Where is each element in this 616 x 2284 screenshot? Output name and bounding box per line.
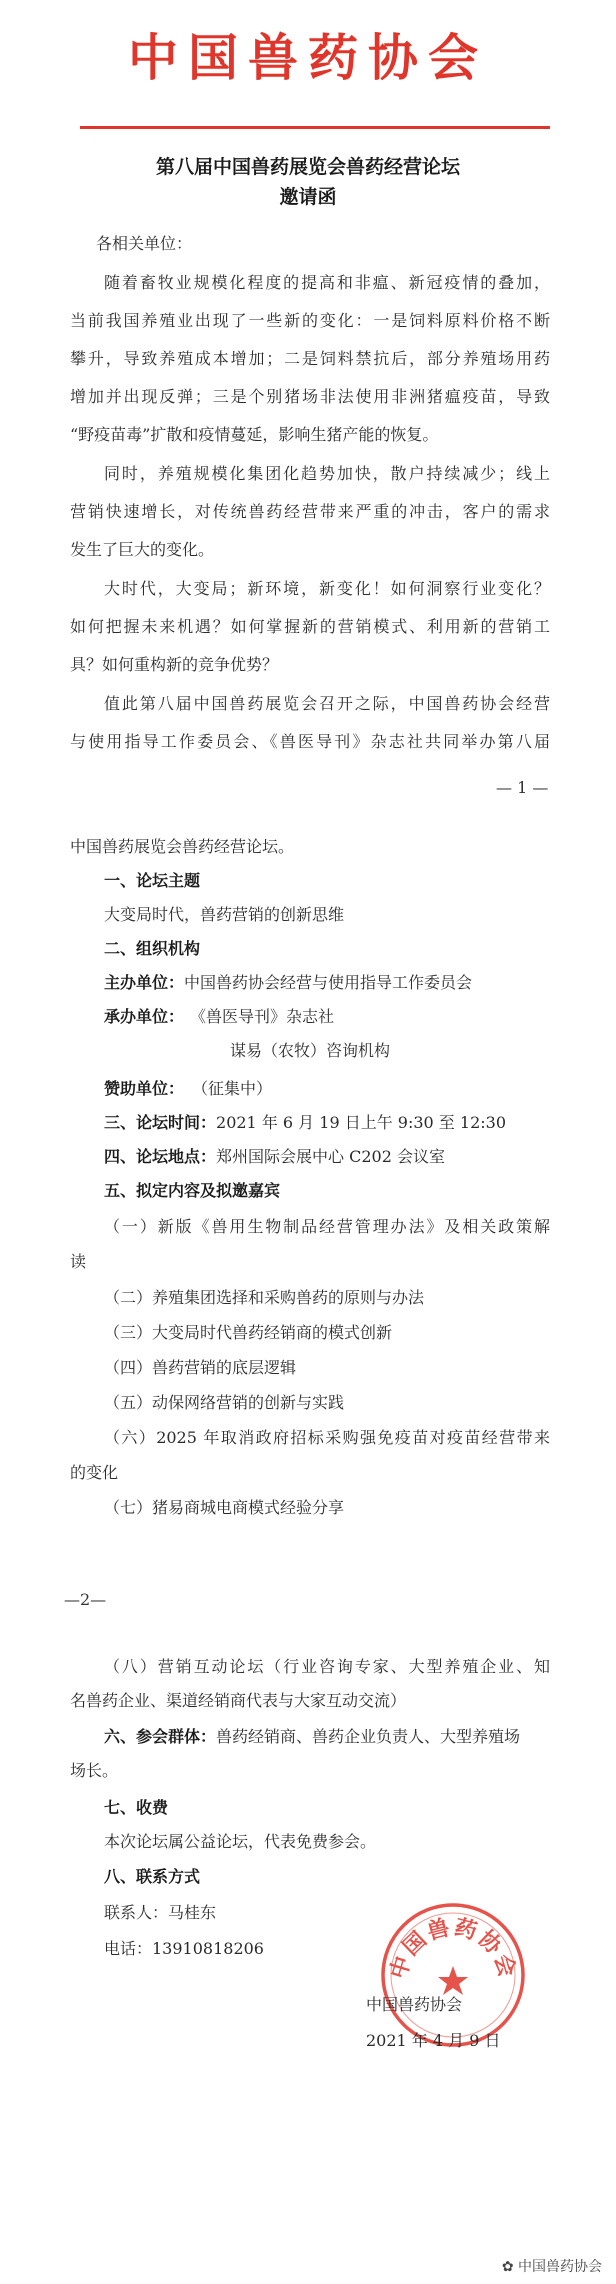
wechat-watermark — [502, 2256, 602, 2276]
official-seal — [378, 1900, 528, 2050]
red-rule — [80, 126, 550, 129]
page-number-1: — 1 — — [496, 778, 549, 797]
p1-line3: 攀升，导致养殖成本增加；二是饲料禁抗后，部分养殖场用药 — [70, 349, 550, 368]
section3-row — [104, 1112, 506, 1134]
organizer-value-1: 《兽医导刊》杂志社 — [198, 1007, 335, 1026]
item1-line1: （一）新版《兽用生物制品经营管理办法》及相关政策解 — [104, 1217, 550, 1236]
seal-text: 中国兽药协会 — [386, 1915, 520, 1982]
sponsor-label: 赞助单位： — [104, 1079, 185, 1098]
item8-line1: （八）营销互动论坛（行业咨询专家、大型养殖企业、知 — [104, 1657, 550, 1676]
signature-org: 中国兽药协会 — [366, 1995, 463, 2014]
section3-heading: 三、论坛时间： — [104, 1113, 217, 1132]
sponsor-row — [104, 1078, 272, 1100]
section2-heading: 二、组织机构 — [104, 939, 201, 958]
doc-title-line1: 第八届中国兽药展览会兽药经营论坛 — [155, 156, 460, 178]
page-number-2: —2— — [64, 1590, 107, 1609]
contact-phone: 电话：13910818206 — [104, 1939, 264, 1958]
p2-line3: 发生了巨大的变化。 — [70, 540, 215, 559]
greeting: 各相关单位： — [96, 234, 193, 253]
contact-person: 联系人：马桂东 — [104, 1903, 217, 1922]
section6-row — [104, 1726, 520, 1748]
section8-heading: 八、联系方式 — [104, 1867, 201, 1886]
section7-text: 本次论坛属公益论坛，代表免费参会。 — [104, 1832, 377, 1851]
section1-heading: 一、论坛主题 — [104, 871, 201, 890]
p2-line1: 同时，养殖规模化集团化趋势加快，散户持续减少；线上 — [104, 464, 550, 483]
item8-line2: 名兽药企业、渠道经销商代表与大家互动交流） — [70, 1691, 407, 1710]
p1-line2: 当前我国养殖业出现了一些新的变化：一是饲料原料价格不断 — [70, 311, 550, 330]
org-header: 中国兽药协会 — [128, 29, 488, 87]
p3-line3: 具？如何重构新的竞争优势？ — [70, 655, 279, 674]
organizer-value-2: 谋易（农牧）咨询机构 — [230, 1041, 391, 1060]
host-row — [104, 972, 472, 994]
section3-text: 2021 年 6 月 19 日上午 9:30 至 12:30 — [216, 1113, 507, 1132]
item5: （五）动保网络营销的创新与实践 — [104, 1393, 345, 1412]
p2-line2: 营销快速增长，对传统兽药经营带来严重的冲击，客户的需求 — [70, 502, 550, 521]
doc-title-line2: 邀请函 — [279, 186, 337, 208]
section1-text: 大变局时代，兽药营销的创新思维 — [104, 905, 345, 924]
host-value: 中国兽药协会经营与使用指导工作委员会 — [184, 973, 473, 992]
item7: （七）猪易商城电商模式经验分享 — [104, 1498, 345, 1517]
p1-line1: 随着畜牧业规模化程度的提高和非瘟、新冠疫情的叠加， — [104, 273, 550, 292]
p4-continuation: 中国兽药展览会兽药经营论坛。 — [70, 837, 295, 856]
p4-line2: 与使用指导工作委员会、《兽医导刊》杂志社共同举办第八届 — [70, 732, 550, 751]
p1-line4: 增加并出现反弹；三是个别猪场非法使用非洲猪瘟疫苗，导致 — [70, 387, 550, 406]
doc-title — [0, 152, 616, 212]
seal-star-icon — [438, 1966, 468, 1995]
item6-line1: （六）2025 年取消政府招标采购强免疫苗对疫苗经营带来 — [104, 1428, 550, 1447]
item3: （三）大变局时代兽药经销商的模式创新 — [104, 1323, 393, 1342]
p1-line5: “野疫苗毒”扩散和疫情蔓延，影响生猪产能的恢复。 — [70, 425, 439, 444]
section6-text-cont: 场长。 — [70, 1761, 119, 1780]
p4-line1: 值此第八届中国兽药展览会召开之际，中国兽药协会经营 — [104, 694, 550, 713]
watermark-text: 中国兽药协会 — [518, 2259, 602, 2275]
section7-heading: 七、收费 — [104, 1798, 169, 1817]
section4-text: 郑州国际会展中心 C202 会议室 — [216, 1147, 445, 1166]
sponsor-value: （征集中） — [200, 1079, 273, 1098]
p3-line1: 大时代，大变局；新环境，新变化！如何洞察行业变化？ — [104, 579, 550, 598]
item1-line2: 读 — [70, 1252, 87, 1271]
wechat-icon: ✿ — [501, 2259, 514, 2275]
item4: （四）兽药营销的底层逻辑 — [104, 1358, 297, 1377]
p3-line2: 如何把握未来机遇？如何掌握新的营销模式、利用新的营销工 — [70, 617, 550, 636]
item2: （二）养殖集团选择和采购兽药的原则与办法 — [104, 1288, 425, 1307]
item6-line2: 的变化 — [70, 1463, 119, 1482]
section6-text: 兽药经销商、兽药企业负责人、大型养殖场 — [216, 1727, 521, 1746]
host-label: 主办单位： — [104, 973, 185, 992]
section4-row — [104, 1146, 445, 1168]
section5-heading: 五、拟定内容及拟邀嘉宾 — [104, 1181, 281, 1200]
section6-heading: 六、参会群体： — [104, 1727, 217, 1746]
signature-date: 2021 年 4 月 9 日 — [366, 2031, 501, 2050]
section4-heading: 四、论坛地点： — [104, 1147, 217, 1166]
organizer-row — [104, 1006, 334, 1028]
organizer-label: 承办单位： — [104, 1007, 185, 1026]
